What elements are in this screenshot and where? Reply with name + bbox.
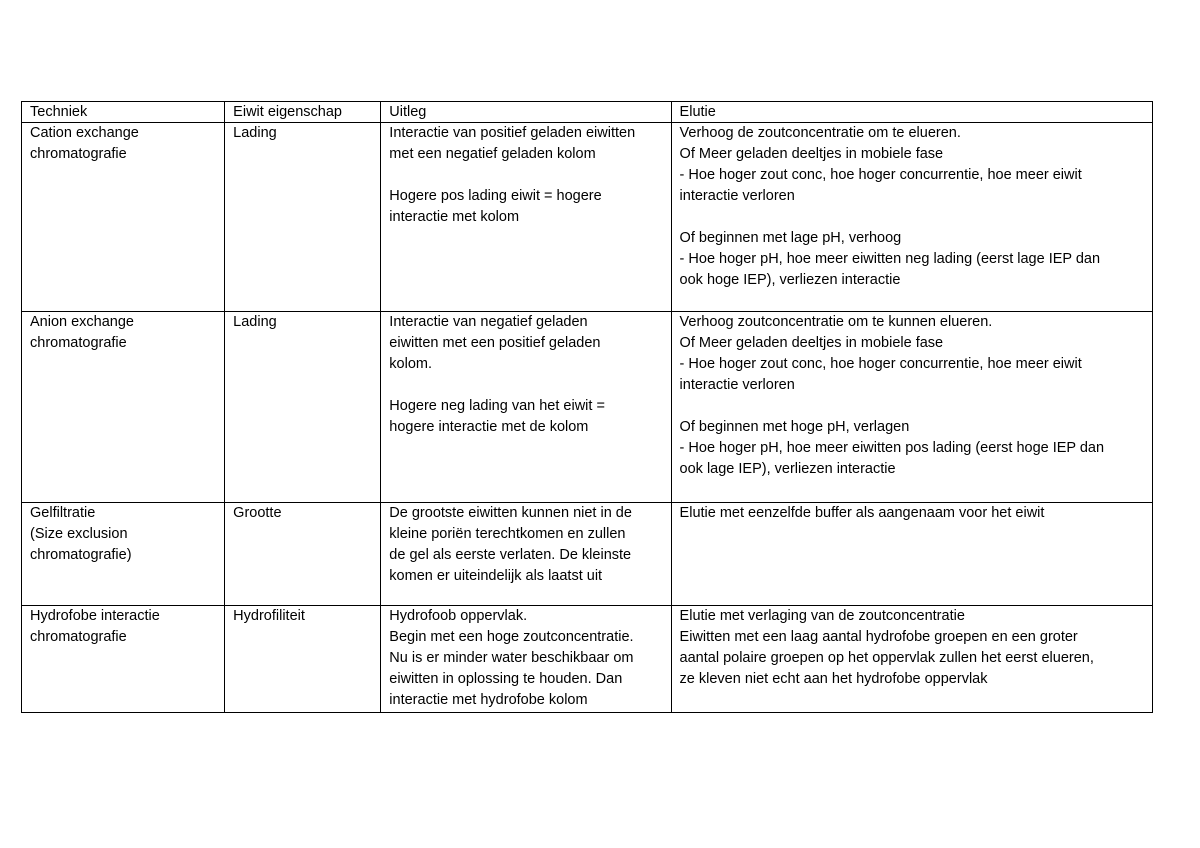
cell-line: Interactie van negatief geladen bbox=[389, 314, 588, 330]
header-uitleg: Uitleg bbox=[381, 102, 671, 123]
cell-line: met een negatief geladen kolom bbox=[389, 146, 596, 162]
cell-line: eiwitten met een positief geladen bbox=[389, 335, 601, 351]
cell-line: Cation exchange bbox=[30, 125, 139, 141]
cell-line: Grootte bbox=[233, 505, 282, 521]
cell-techniek bbox=[22, 606, 225, 713]
header-techniek: Techniek bbox=[22, 102, 225, 123]
cell-line: Hydrofobe interactie bbox=[30, 608, 160, 624]
cell-line: kolom. bbox=[389, 356, 433, 372]
cell-line: De grootste eiwitten kunnen niet in de bbox=[389, 505, 632, 521]
cell-line: ook lage IEP), verliezen interactie bbox=[679, 461, 896, 477]
cell-elutie bbox=[671, 503, 1152, 606]
cell-eigenschap bbox=[225, 123, 381, 312]
header-elutie: Elutie bbox=[671, 102, 1152, 123]
cell-line: chromatografie bbox=[30, 146, 127, 162]
cell-line: Anion exchange bbox=[30, 314, 134, 330]
blank-line bbox=[680, 396, 1145, 417]
cell-line: hogere interactie met de kolom bbox=[389, 419, 589, 435]
cell-line: Hydrofiliteit bbox=[233, 608, 305, 624]
table-row bbox=[22, 123, 1153, 312]
cell-line: Lading bbox=[233, 314, 277, 330]
cell-line: - Hoe hoger pH, hoe meer eiwitten neg lading (eerst lage IEP dan bbox=[679, 251, 1101, 267]
cell-line: - Hoe hoger pH, hoe meer eiwitten pos lading (eerst hoge IEP dan bbox=[679, 440, 1105, 456]
chromatography-table bbox=[21, 101, 1153, 713]
cell-line: Begin met een hoge zoutconcentratie. bbox=[389, 629, 634, 645]
cell-eigenschap bbox=[225, 312, 381, 503]
cell-techniek bbox=[22, 312, 225, 503]
cell-line: Hydrofoob oppervlak. bbox=[389, 608, 528, 624]
cell-line: Lading bbox=[233, 125, 277, 141]
cell-line: Of beginnen met lage pH, verhoog bbox=[679, 230, 902, 246]
cell-line: (Size exclusion bbox=[30, 526, 128, 542]
header-eiwit-eigenschap: Eiwit eigenschap bbox=[225, 102, 381, 123]
cell-line: Elutie met eenzelfde buffer als aangenaam voor het eiwit bbox=[679, 505, 1045, 521]
table-row bbox=[22, 503, 1153, 606]
cell-line: Hogere pos lading eiwit = hogere bbox=[389, 188, 602, 204]
cell-line: interactie met hydrofobe kolom bbox=[389, 692, 588, 708]
blank-line bbox=[389, 375, 663, 396]
cell-line: de gel als eerste verlaten. De kleinste bbox=[389, 547, 632, 563]
table-row bbox=[22, 606, 1153, 713]
cell-line: interactie verloren bbox=[679, 377, 795, 393]
cell-uitleg bbox=[381, 503, 671, 606]
table-row bbox=[22, 312, 1153, 503]
cell-line: Eiwitten met een laag aantal hydrofobe groepen en een groter bbox=[679, 629, 1078, 645]
cell-techniek bbox=[22, 123, 225, 312]
cell-uitleg bbox=[381, 123, 671, 312]
cell-line: chromatografie bbox=[30, 335, 127, 351]
cell-line: Of Meer geladen deeltjes in mobiele fase bbox=[679, 146, 944, 162]
cell-line: Nu is er minder water beschikbaar om bbox=[389, 650, 634, 666]
cell-elutie bbox=[671, 123, 1152, 312]
cell-line: interactie met kolom bbox=[389, 209, 520, 225]
blank-line bbox=[680, 207, 1145, 228]
cell-line: Of beginnen met hoge pH, verlagen bbox=[679, 419, 910, 435]
cell-line: interactie verloren bbox=[679, 188, 795, 204]
cell-line: ze kleven niet echt aan het hydrofobe oppervlak bbox=[679, 671, 988, 687]
cell-line: komen er uiteindelijk als laatst uit bbox=[389, 568, 603, 584]
cell-line: kleine poriën terechtkomen en zullen bbox=[389, 526, 626, 542]
cell-line: chromatografie bbox=[30, 629, 127, 645]
cell-line: eiwitten in oplossing te houden. Dan bbox=[389, 671, 623, 687]
cell-line: Verhoog zoutconcentratie om te kunnen elueren. bbox=[679, 314, 993, 330]
cell-uitleg bbox=[381, 606, 671, 713]
cell-line: Hogere neg lading van het eiwit = bbox=[389, 398, 605, 414]
cell-line: - Hoe hoger zout conc, hoe hoger concurrentie, hoe meer eiwit bbox=[679, 167, 1082, 183]
cell-line: Of Meer geladen deeltjes in mobiele fase bbox=[679, 335, 944, 351]
cell-line: Gelfiltratie bbox=[30, 505, 96, 521]
blank-line bbox=[389, 165, 663, 186]
cell-line: chromatografie) bbox=[30, 547, 132, 563]
cell-line: Verhoog de zoutconcentratie om te elueren. bbox=[679, 125, 961, 141]
cell-line: aantal polaire groepen op het oppervlak zullen het eerst elueren, bbox=[679, 650, 1094, 666]
cell-line: Elutie met verlaging van de zoutconcentratie bbox=[679, 608, 965, 624]
cell-eigenschap bbox=[225, 606, 381, 713]
cell-elutie bbox=[671, 606, 1152, 713]
cell-line: ook hoge IEP), verliezen interactie bbox=[679, 272, 901, 288]
header-row bbox=[22, 102, 1153, 123]
cell-uitleg bbox=[381, 312, 671, 503]
cell-line: - Hoe hoger zout conc, hoe hoger concurrentie, hoe meer eiwit bbox=[679, 356, 1082, 372]
cell-elutie bbox=[671, 312, 1152, 503]
cell-eigenschap bbox=[225, 503, 381, 606]
cell-techniek bbox=[22, 503, 225, 606]
cell-line: Interactie van positief geladen eiwitten bbox=[389, 125, 636, 141]
